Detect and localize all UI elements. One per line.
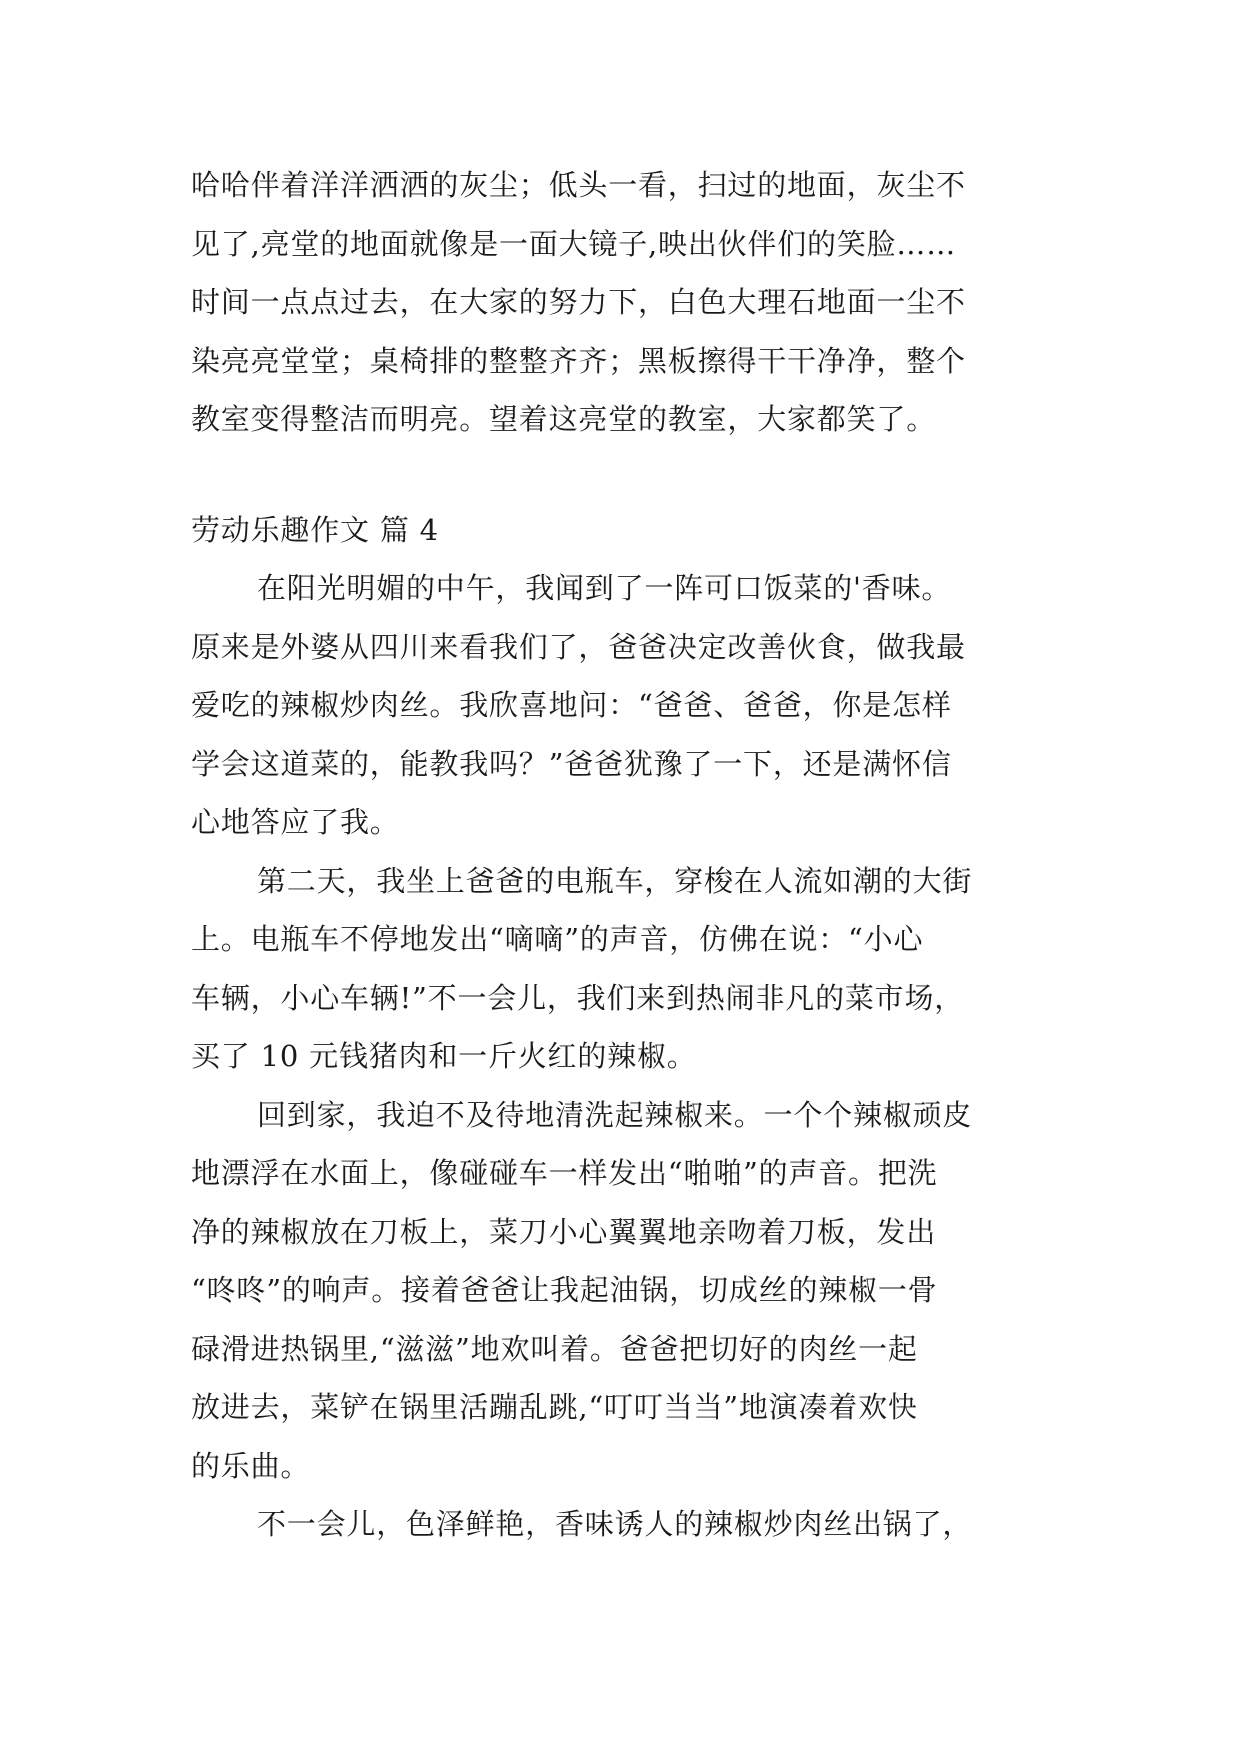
paragraph-line: “咚咚”的响声。接着爸爸让我起油锅，切成丝的辣椒一骨 [191, 1273, 938, 1307]
paragraph-line: 不一会儿，色泽鲜艳，香味诱人的辣椒炒肉丝出锅了， [257, 1507, 973, 1541]
paragraph-line: 在阳光明媚的中午，我闻到了一阵可口饭菜的'香味。 [257, 571, 952, 605]
paragraph-line: 车辆，小心车辆!”不一会儿，我们来到热闹非凡的菜市场， [191, 980, 965, 1015]
paragraph-line: 上。电瓶车不停地发出“嘀嘀”的声音，仿佛在说：“小心 [191, 922, 924, 956]
paragraph-line: 的乐曲。 [191, 1448, 311, 1483]
paragraph-line: 回到家，我迫不及待地清洗起辣椒来。一个个辣椒顽皮 [257, 1097, 973, 1132]
paragraph-line: 净的辣椒放在刀板上，菜刀小心翼翼地亲吻着刀板，发出 [191, 1214, 937, 1249]
paragraph-line: 原来是外婆从四川来看我们了，爸爸决定改善伙食，做我最 [191, 629, 966, 664]
article-body [191, 156, 1071, 1554]
paragraph-line: 买了 10 元钱猪肉和一斤火红的辣椒。 [191, 1039, 697, 1073]
paragraph-line: 教室变得整洁而明亮。望着这亮堂的教室，大家都笑了。 [191, 402, 937, 436]
paragraph-line: 放进去，菜铲在锅里活蹦乱跳,“叮叮当当”地演凑着欢快 [191, 1390, 918, 1424]
paragraph-line: 哈哈伴着洋洋洒洒的灰尘；低头一看，扫过的地面，灰尘不 [191, 168, 966, 202]
paragraph-line: 见了,亮堂的地面就像是一面大镜子,映出伙伴们的笑脸…… [191, 226, 957, 261]
paragraph-line: 碌滑进热锅里,“滋滋”地欢叫着。爸爸把切好的肉丝一起 [191, 1331, 918, 1366]
paragraph-line: 学会这道菜的，能教我吗？”爸爸犹豫了一下，还是满怀信 [191, 746, 952, 781]
section-heading: 劳动乐趣作文 篇 4 [191, 512, 439, 547]
paragraph-line: 爱吃的辣椒炒肉丝。我欣喜地问：“爸爸、爸爸，你是怎样 [191, 688, 952, 722]
paragraph-line: 染亮亮堂堂；桌椅排的整整齐齐；黑板擦得干干净净，整个 [191, 343, 966, 378]
paragraph-line: 第二天，我坐上爸爸的电瓶车，穿梭在人流如潮的大街 [257, 863, 973, 898]
paragraph-line: 时间一点点过去，在大家的努力下，白色大理石地面一尘不 [191, 285, 966, 319]
paragraph-line: 地漂浮在水面上，像碰碰车一样发出“啪啪”的声音。把洗 [191, 1156, 938, 1190]
paragraph-line: 心地答应了我。 [191, 805, 400, 839]
